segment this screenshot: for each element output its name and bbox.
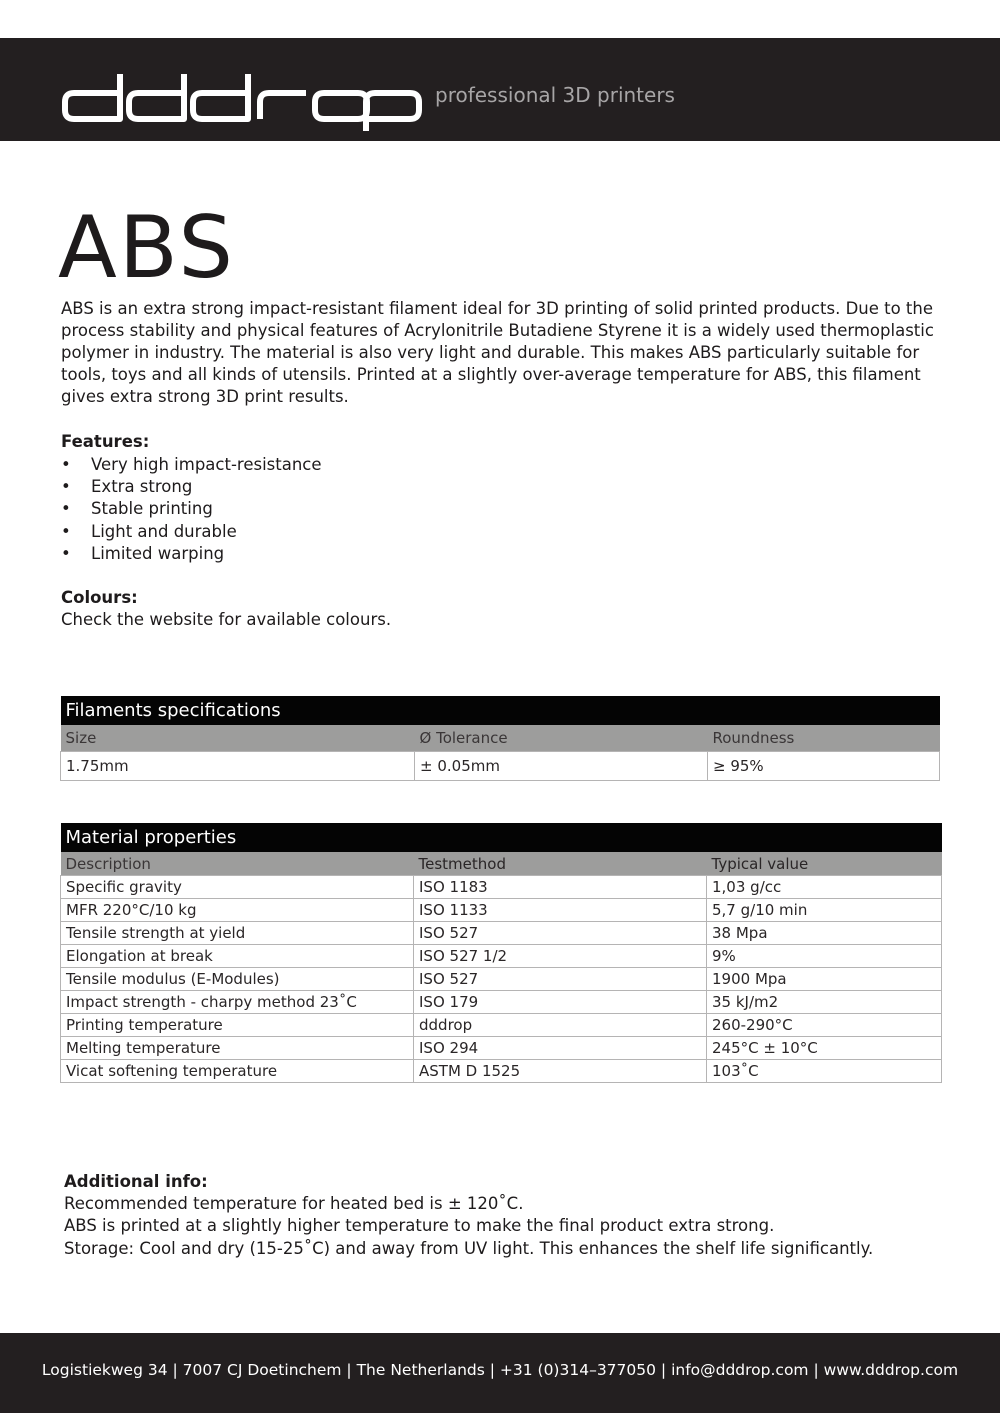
table-cell: dddrop — [414, 1014, 707, 1037]
material-properties-table — [60, 823, 942, 1083]
table-row — [61, 1037, 942, 1060]
additional-info-text — [64, 1193, 873, 1260]
column-header: Roundness — [708, 725, 940, 752]
table-cell: ISO 294 — [414, 1037, 707, 1060]
table-row — [61, 1060, 942, 1083]
table-cell: ISO 527 — [414, 968, 707, 991]
table-row — [61, 1014, 942, 1037]
intro-paragraph: ABS is an extra strong impact-resistant filament ideal for 3D printing of solid printed products. Due to the process stability and physical features of Acrylonitrile Butadiene Styrene it is a widely used thermoplastic polymer in industry. The material is also very light and durable. This makes ABS particularly suitable for tools, toys and all kinds of utensils. Printed at a slightly over-average temperature for ABS, this filament gives extra strong 3D print results. — [61, 299, 934, 406]
bullet-icon: • — [61, 521, 71, 541]
features-heading: Features: — [61, 432, 150, 451]
bullet-icon: • — [61, 477, 71, 497]
list-item: • Light and durable — [61, 521, 322, 543]
table-row — [61, 899, 942, 922]
table-row — [61, 991, 942, 1014]
column-header: Ø Tolerance — [415, 725, 708, 752]
features-list — [61, 454, 322, 565]
info-line: ABS is printed at a slightly higher temperature to make the final product extra strong. — [64, 1216, 775, 1236]
page-footer — [0, 1333, 1000, 1413]
table-title: Material properties — [61, 823, 942, 852]
table-cell: Elongation at break — [61, 945, 414, 968]
table-cell: 9% — [707, 945, 942, 968]
dddrop-logo — [62, 71, 422, 131]
table-cell: MFR 220°C/10 kg — [61, 899, 414, 922]
table-cell: 38 Mpa — [707, 922, 942, 945]
filament-specs-table — [60, 696, 940, 781]
list-item: • Very high impact-resistance — [61, 454, 322, 476]
table-cell: ± 0.05mm — [415, 752, 708, 781]
table-cell: 35 kJ/m2 — [707, 991, 942, 1014]
table-row — [61, 945, 942, 968]
info-line: Recommended temperature for heated bed is ± 120˚C. — [64, 1194, 524, 1213]
table-cell: 5,7 g/10 min — [707, 899, 942, 922]
info-line: Storage: Cool and dry (15-25˚C) and away from UV light. This enhances the shelf life significantly. — [64, 1238, 874, 1258]
table-row — [61, 876, 942, 899]
table-cell: ISO 1183 — [414, 876, 707, 899]
table-row — [61, 968, 942, 991]
bullet-icon: • — [61, 543, 71, 563]
footer-contact: Logistiekweg 34 | 7007 CJ Doetinchem | The Netherlands | +31 (0)314–377050 | info@dddrop.com | www.dddrop.com — [41, 1361, 959, 1379]
page-title: ABS — [58, 198, 235, 298]
column-header: Typical value — [707, 852, 942, 876]
additional-info-heading: Additional info: — [64, 1172, 208, 1191]
table-cell: Printing temperature — [61, 1014, 414, 1037]
table-cell: 1,03 g/cc — [707, 876, 942, 899]
table-cell: Impact strength - charpy method 23˚C — [61, 991, 414, 1014]
table-cell: Vicat softening temperature — [61, 1060, 414, 1083]
tagline: professional 3D printers — [435, 83, 675, 107]
table-cell: 245°C ± 10°C — [707, 1037, 942, 1060]
bullet-icon: • — [61, 499, 71, 519]
table-cell: Melting temperature — [61, 1037, 414, 1060]
table-cell: ISO 1133 — [414, 899, 707, 922]
column-header: Size — [61, 725, 415, 752]
table-cell: 103˚C — [707, 1060, 942, 1083]
table-cell: ISO 179 — [414, 991, 707, 1014]
table-cell: 260-290°C — [707, 1014, 942, 1037]
list-item: • Limited warping — [61, 543, 322, 565]
table-cell: Tensile modulus (E-Modules) — [61, 968, 414, 991]
table-title: Filaments specifications — [61, 696, 940, 725]
table-cell: 1900 Mpa — [707, 968, 942, 991]
list-item: • Extra strong — [61, 476, 322, 498]
table-row — [61, 752, 940, 781]
list-item: • Stable printing — [61, 498, 322, 520]
column-header: Testmethod — [414, 852, 707, 876]
colours-heading: Colours: — [61, 588, 138, 607]
table-cell: Tensile strength at yield — [61, 922, 414, 945]
colours-text: Check the website for available colours. — [61, 610, 392, 629]
column-header: Description — [61, 852, 414, 876]
table-row — [61, 922, 942, 945]
table-cell: ASTM D 1525 — [414, 1060, 707, 1083]
page-header — [0, 38, 1000, 141]
table-cell: 1.75mm — [61, 752, 415, 781]
bullet-icon: • — [61, 455, 71, 474]
table-cell: Specific gravity — [61, 876, 414, 899]
table-cell: ≥ 95% — [708, 752, 940, 781]
table-cell: ISO 527 — [414, 922, 707, 945]
table-cell: ISO 527 1/2 — [414, 945, 707, 968]
